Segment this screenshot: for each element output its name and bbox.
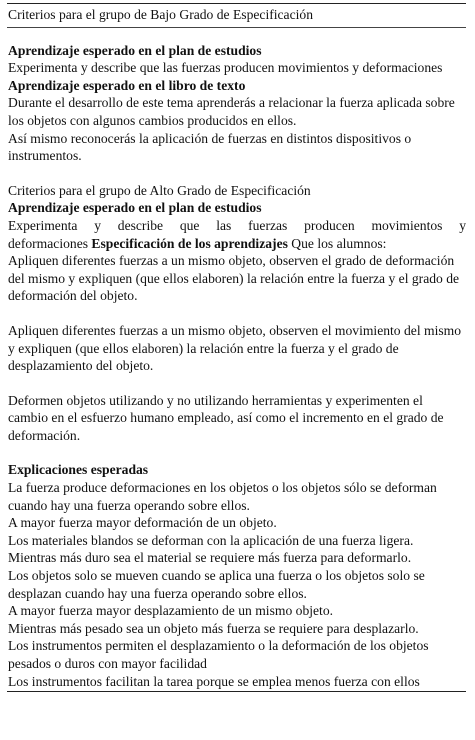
explanations-heading: Explicaciones esperadas <box>8 462 149 478</box>
explanation-item: Los objetos solo se mueven cuando se aplica una fuerza o los objetos solo se desplazan cuando hay una fuerza operando sobre ellos. <box>8 568 425 601</box>
low-heading-plan: Aprendizaje esperado en el plan de estudios <box>8 42 262 58</box>
high-heading-plan: Aprendizaje esperado en el plan de estudios <box>8 200 262 216</box>
criteria-table <box>7 0 466 692</box>
explanations-section <box>7 461 466 690</box>
table-bottom-rule <box>7 691 466 692</box>
high-spec-intro: Que los alumnos: <box>287 235 387 251</box>
low-plan-text: Experimenta y describe que las fuerzas producen movimientos y deformaciones <box>8 60 443 76</box>
low-heading-book: Aprendizaje esperado en el libro de texto <box>8 77 246 93</box>
explanation-item: Los materiales blandos se deforman con la aplicación de una fuerza ligera. <box>8 532 414 548</box>
explanation-item: La fuerza produce deformaciones en los objetos o los objetos sólo se deforman cuando hay una fuerza operando sobre ellos. <box>8 480 437 513</box>
high-plan-line-2-start: deformaciones <box>8 235 92 251</box>
explanation-item: A mayor fuerza mayor deformación de un objeto. <box>8 515 277 531</box>
table-header: Criterios para el grupo de Bajo Grado de Especificación <box>8 7 313 22</box>
high-specification-section <box>7 182 466 445</box>
high-plan-line-1: Experimenta y describe que las fuerzas producen movimientos y <box>8 217 466 233</box>
high-title: Criterios para el grupo de Alto Grado de Especificación <box>8 182 311 198</box>
explanation-item: Mientras más pesado sea un objeto más fuerza se requiere para desplazarlo. <box>8 620 419 636</box>
explanation-item: Mientras más duro sea el material se requiere más fuerza para deformarlo. <box>8 550 412 566</box>
high-spec-1: Apliquen diferentes fuerzas a un mismo objeto, observen el grado de deformación del mismo y expliquen (que ellos elaboren) la relación entre la fuerza y el grado de deformación del objeto. <box>8 253 460 304</box>
high-spec-3: Deformen objetos utilizando y no utilizando herramientas y experimenten el cambio en el esfuerzo humano empleado, así como el incremento en el grado de deformación. <box>8 392 444 443</box>
explanation-item: Los instrumentos facilitan la tarea porque se emplea menos fuerza con ellos <box>8 673 420 689</box>
low-book-text-1: Durante el desarrollo de este tema aprenderás a relacionar la fuerza aplicada sobre los objetos con algunos cambios producidos en ellos. <box>8 95 455 128</box>
explanation-item: Los instrumentos permiten el desplazamiento o la deformación de los objetos pesados o duros con mayor facilidad <box>8 638 429 671</box>
high-plan-line-2 <box>7 235 466 253</box>
high-heading-spec: Especificación de los aprendizajes <box>91 235 288 251</box>
explanation-item: A mayor fuerza mayor desplazamiento de un mismo objeto. <box>8 603 334 619</box>
low-specification-section <box>7 42 466 165</box>
low-book-text-2: Así mismo reconocerás la aplicación de fuerzas en distintos dispositivos o instrumentos. <box>8 130 412 164</box>
table-top-rule <box>7 3 466 4</box>
high-spec-2: Apliquen diferentes fuerzas a un mismo objeto, observen el movimiento del mismo y expliquen (que ellos elaboren) la relación entre la fuerza y el grado de desplazamiento del objeto. <box>8 322 462 374</box>
